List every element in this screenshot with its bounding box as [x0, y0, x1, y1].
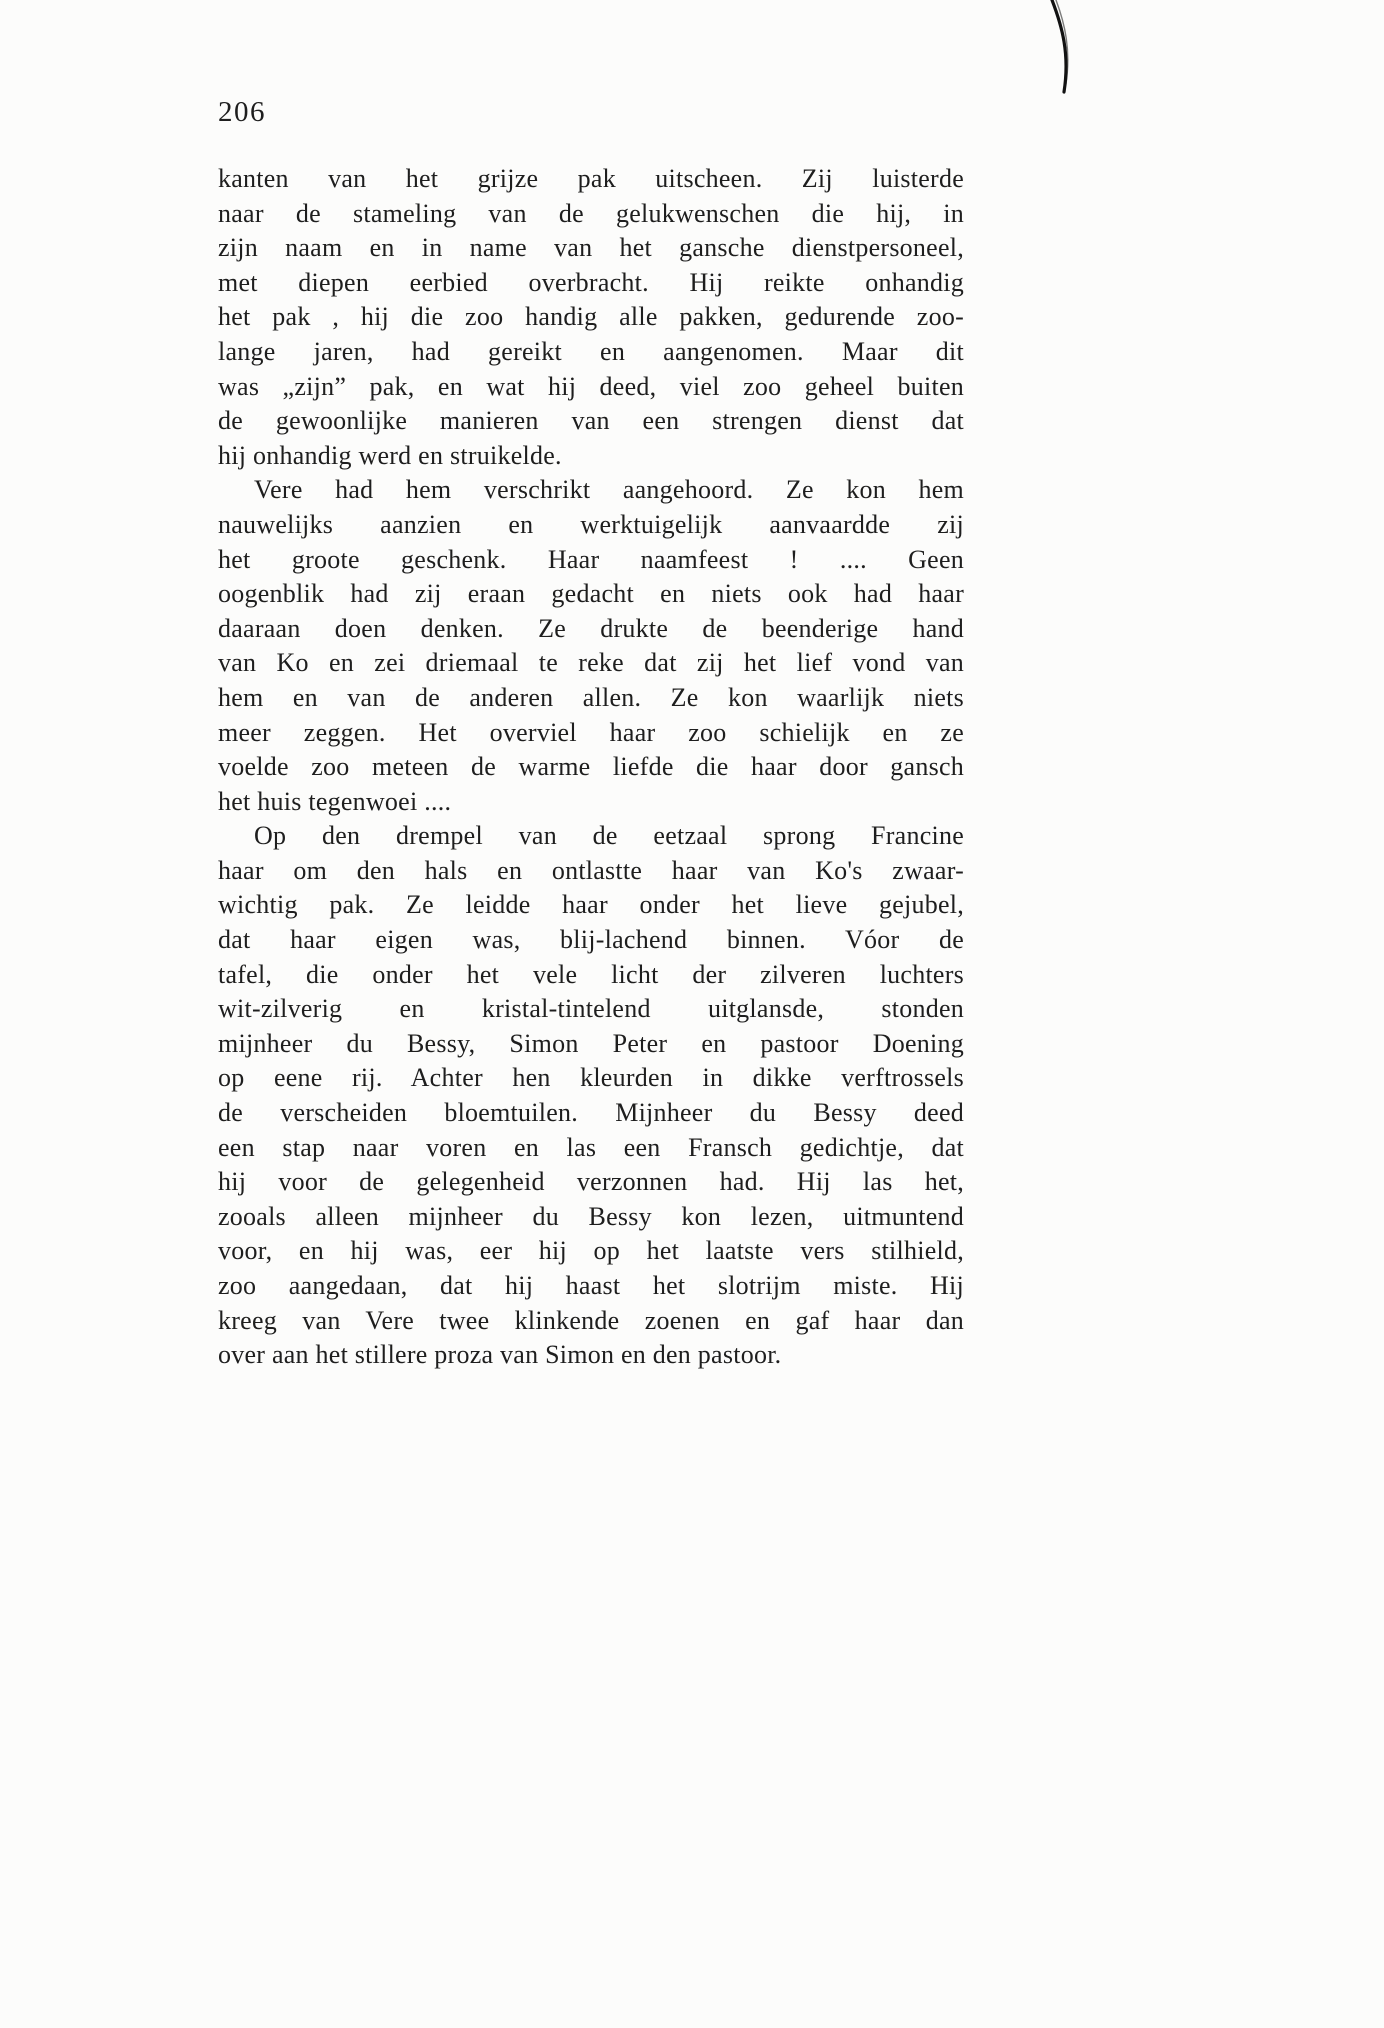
text-line: de verscheiden bloemtuilen. Mijnheer du Bessy deed [218, 1098, 964, 1128]
text-line: dat haar eigen was, blij-lachend binnen. Vóor de [218, 925, 964, 955]
text-line: het pak , hij die zoo handig alle pakken, gedurende zoo- [218, 302, 964, 332]
text-line: hij voor de gelegenheid verzonnen had. Hij las het, [218, 1167, 964, 1197]
page-number: 206 [218, 96, 266, 128]
text-line: hem en van de anderen allen. Ze kon waarlijk niets [218, 682, 964, 712]
text-line: daaraan doen denken. Ze drukte de beenderige hand [218, 613, 964, 643]
text-line: de gewoonlijke manieren van een strengen dienst dat [218, 406, 964, 436]
text-line: kreeg van Vere twee klinkende zoenen en gaf haar dan [218, 1305, 964, 1335]
text-line: oogenblik had zij eraan gedacht en niets ook had haar [218, 579, 964, 609]
text-block [218, 162, 964, 1373]
text-line: over aan het stillere proza van Simon en den pastoor. [218, 1340, 782, 1370]
scan-artifact-mark [1038, 0, 1098, 100]
text-line: zijn naam en in name van het gansche dienstpersoneel, [218, 233, 964, 263]
text-line: meer zeggen. Het overviel haar zoo schielijk en ze [218, 717, 964, 747]
text-line: van Ko en zei driemaal te reke dat zij het lief vond van [218, 648, 964, 678]
text-line: op eene rij. Achter hen kleurden in dikke verftrossels [218, 1063, 964, 1093]
paragraph [218, 162, 964, 473]
text-line: Vere had hem verschrikt aangehoord. Ze kon hem [254, 475, 964, 505]
text-line: lange jaren, had gereikt en aangenomen. Maar dit [218, 336, 964, 366]
text-line: zooals alleen mijnheer du Bessy kon lezen, uitmuntend [218, 1201, 964, 1231]
text-line: met diepen eerbied overbracht. Hij reikte onhandig [218, 267, 964, 297]
paragraph [218, 473, 964, 819]
text-line: nauwelijks aanzien en werktuigelijk aanvaardde zij [218, 509, 964, 539]
text-line: tafel, die onder het vele licht der zilveren luchters [218, 959, 964, 989]
text-line: voor, en hij was, eer hij op het laatste vers stilhield, [218, 1236, 964, 1266]
text-line: wichtig pak. Ze leidde haar onder het lieve gejubel, [218, 890, 964, 920]
text-line: een stap naar voren en las een Fransch gedichtje, dat [218, 1132, 964, 1162]
text-line: voelde zoo meteen de warme liefde die haar door gansch [218, 752, 964, 782]
text-line: haar om den hals en ontlastte haar van Ko's zwaar- [218, 855, 964, 885]
text-line: kanten van het grijze pak uitscheen. Zij luisterde [218, 164, 964, 193]
paragraph [218, 819, 964, 1373]
text-line: zoo aangedaan, dat hij haast het slotrijm miste. Hij [218, 1271, 964, 1300]
text-line: naar de stameling van de gelukwenschen die hij, in [218, 198, 964, 228]
text-line: het huis tegenwoei .... [218, 786, 452, 816]
text-line: het groote geschenk. Haar naamfeest ! .... Geen [218, 544, 964, 574]
text-line: wit-zilverig en kristal-tintelend uitglansde, stonden [218, 994, 964, 1024]
text-line: was „zijn” pak, en wat hij deed, viel zoo geheel buiten [218, 371, 964, 401]
text-line: Op den drempel van de eetzaal sprong Francine [254, 821, 964, 851]
text-line: mijnheer du Bessy, Simon Peter en pastoor Doening [218, 1028, 964, 1058]
text-line: hij onhandig werd en struikelde. [218, 440, 562, 470]
